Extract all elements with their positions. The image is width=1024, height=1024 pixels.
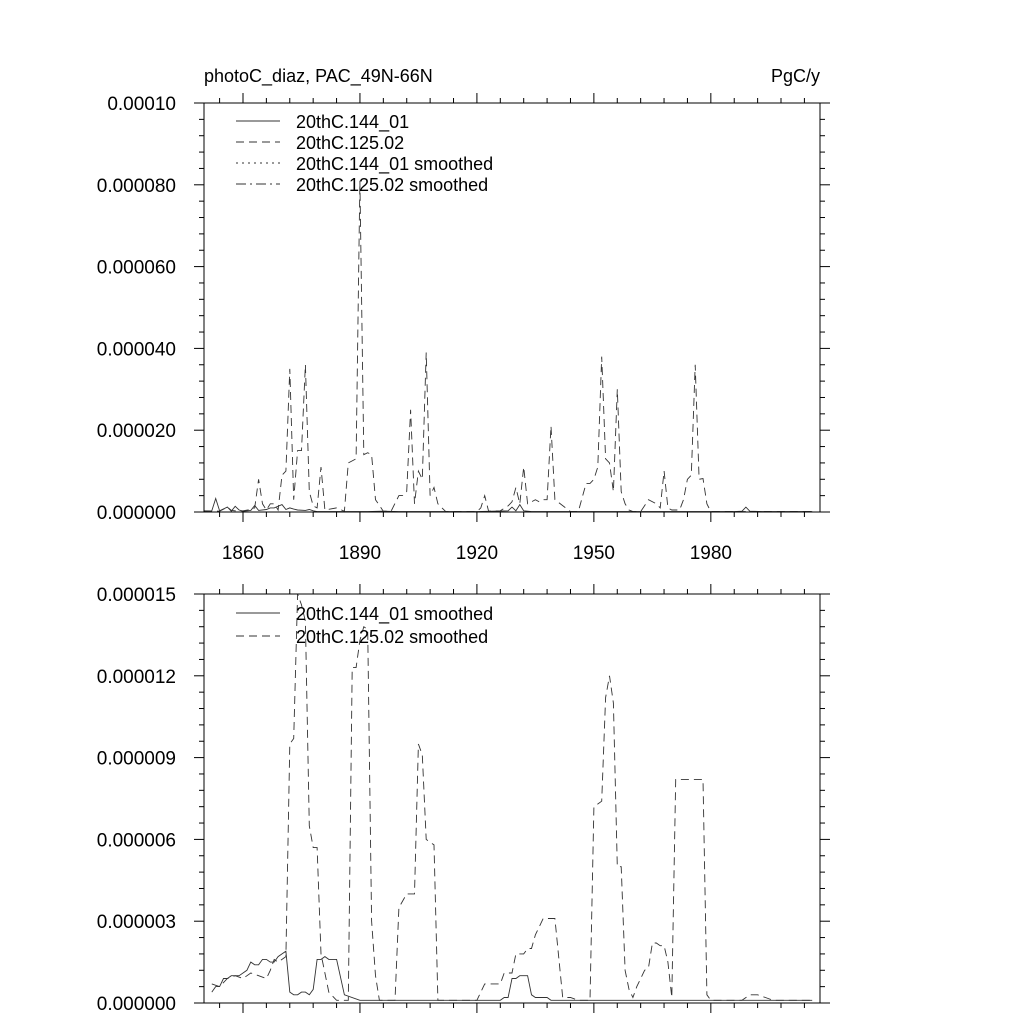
series-line-2 — [204, 181, 812, 512]
x-tick-label: 1920 — [455, 543, 499, 564]
x-tick-label: 1980 — [689, 543, 732, 564]
top-panel — [97, 66, 830, 564]
x-tick-label: 1860 — [221, 543, 265, 564]
y-tick-label: 0.000015 — [96, 585, 176, 606]
y-tick-label: 0.000009 — [96, 748, 176, 770]
y-tick-label: 0.000006 — [96, 830, 176, 852]
legend-label: 20thC.144_01 smoothed — [296, 154, 494, 174]
top-y-tick-labels — [97, 94, 176, 524]
series-line-2 — [212, 594, 812, 1000]
y-tick-label: 0.000060 — [96, 257, 176, 279]
units-label: PgC/y — [770, 66, 820, 86]
bottom-legend — [236, 604, 493, 647]
bottom-panel — [97, 584, 830, 1015]
series-line-1 — [204, 499, 812, 512]
top-axes-ticks — [194, 93, 830, 522]
legend-label: 20thC.125.02 smoothed — [296, 627, 489, 647]
legend-label: 20thC.125.02 smoothed — [296, 175, 489, 195]
y-tick-label: 0.000020 — [96, 421, 176, 443]
bottom-y-tick-labels — [97, 585, 176, 1015]
y-tick-label: 0.000003 — [96, 912, 176, 934]
bottom-series-lines — [212, 594, 812, 1000]
y-tick-label: 0.000012 — [96, 666, 176, 688]
legend-label: 20thC.125.02 — [296, 133, 405, 153]
top-series-lines — [204, 181, 812, 512]
legend-label: 20thC.144_01 smoothed — [296, 604, 494, 624]
chart-title: photoC_diaz, PAC_49N-66N — [204, 66, 433, 86]
series-line-1 — [212, 951, 812, 1000]
y-tick-label: 0.000080 — [96, 175, 176, 197]
x-tick-label: 1890 — [338, 543, 382, 564]
top-legend — [236, 112, 493, 195]
legend-label: 20thC.144_01 — [296, 112, 410, 132]
y-tick-label: 0.00010 — [107, 94, 176, 115]
bottom-axes-ticks — [194, 584, 830, 1013]
bottom-plot-frame — [204, 594, 820, 1003]
top-x-tick-labels — [222, 543, 732, 564]
x-tick-label: 1950 — [572, 543, 616, 564]
y-tick-label: 0.000040 — [96, 339, 176, 361]
y-tick-label: 0.000000 — [96, 994, 176, 1015]
y-tick-label: 0.000000 — [96, 503, 176, 524]
